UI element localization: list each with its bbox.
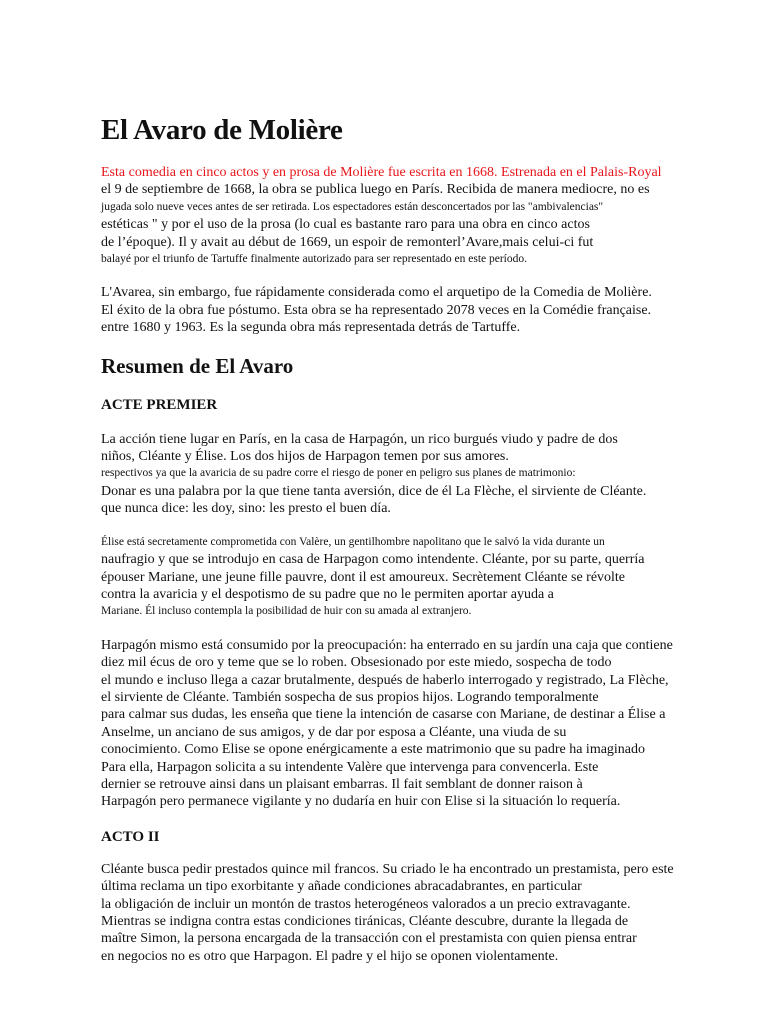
text-line: épouser Mariane, une jeune fille pauvre, dont il est amoureux. Secrètement Cléante se révolte xyxy=(101,569,626,585)
text-line: conocimiento. Como Elise se opone enérgicamente a este matrimonio que su padre ha imaginado xyxy=(101,742,646,758)
text-line: L'Avarea, sin embargo, fue rápidamente considerada como el arquetipo de la Comedia de Molière. xyxy=(101,285,652,301)
text-line: para calmar sus dudas, les enseña que tiene la intención de casarse con Mariane, de destinar a Élise a xyxy=(101,707,666,723)
text-line: jugada solo nueve veces antes de ser retirada. Los espectadores están desconcertados por las "ambivalencias" xyxy=(101,200,604,213)
act1-paragraph-2 xyxy=(101,534,721,621)
text-line: balayé por el triunfo de Tartuffe finalmente autorizado para ser representado en este período. xyxy=(101,253,527,266)
text-line: en negocios no es otro que Harpagon. El padre y el hijo se oponen violentamente. xyxy=(101,948,559,964)
text-line: dernier se retrouve ainsi dans un plaisant embarras. Il fait semblant de donner raison à xyxy=(101,776,583,792)
text-line: de l’époque). Il y avait au début de 1669, un espoir de remonterl’Avare,mais celui-ci fut xyxy=(101,234,594,250)
text-line: entre 1680 y 1963. Es la segunda obra más representada detrás de Tartuffe. xyxy=(101,320,521,336)
text-line: El éxito de la obra fue póstumo. Esta obra se ha representado 2078 veces en la Comédie française. xyxy=(101,302,652,318)
text-line: Cléante busca pedir prestados quince mil francos. Su criado le ha encontrado un prestamista, pero este xyxy=(101,861,674,877)
text-line: el sirviente de Cléante. También sospecha de sus propios hijos. Logrando temporalmente xyxy=(101,689,599,705)
text-line: Esta comedia en cinco actos y en prosa de Molière fue escrita en 1668. Estrenada en el Palais-Royal xyxy=(101,165,662,180)
document-page xyxy=(101,112,721,981)
text-line: niños, Cléante y Élise. Los dos hijos de Harpagon temen por sus amores. xyxy=(101,449,509,465)
intro-paragraph-1 xyxy=(101,164,721,268)
act1-paragraph-3 xyxy=(101,637,721,811)
text-line: última reclama un tipo exorbitante y añade condiciones abracadabrantes, en particular xyxy=(101,879,582,895)
summary-heading: Resumen de El Avaro xyxy=(101,353,294,378)
act1-heading: ACTE PREMIER xyxy=(101,396,218,413)
text-line: la obligación de incluir un montón de trastos heterogéneos valorados a un precio extravagante. xyxy=(101,896,631,912)
text-line: Harpagón mismo está consumido por la preocupación: ha enterrado en su jardín una caja que contiene xyxy=(101,637,673,653)
text-line: Mientras se indigna contra estas condiciones tiránicas, Cléante descubre, durante la llegada de xyxy=(101,914,629,929)
text-line: Harpagón pero permanece vigilante y no dudaría en huir con Elise si la situación lo requería. xyxy=(101,794,621,810)
act2-paragraph-1 xyxy=(101,861,721,965)
document-title: El Avaro de Molière xyxy=(101,114,343,146)
text-line: Mariane. Él incluso contempla la posibilidad de huir con su amada al extranjero. xyxy=(101,605,472,618)
text-line: La acción tiene lugar en París, en la casa de Harpagón, un rico burgués viudo y padre de dos xyxy=(101,431,618,447)
text-line: estéticas " y por el uso de la prosa (lo cual es bastante raro para una obra en cinco actos xyxy=(101,217,590,233)
text-line: que nunca dice: les doy, sino: les presto el buen día. xyxy=(101,501,391,517)
text-line: contra la avaricia y el despotismo de su padre que no le permiten aportar ayuda a xyxy=(101,586,554,602)
text-line: maître Simon, la persona encargada de la transacción con el prestamista con quien piensa entrar xyxy=(101,931,637,947)
act2-heading: ACTO II xyxy=(101,828,160,845)
act1-paragraph-1 xyxy=(101,431,721,518)
text-line: el 9 de septiembre de 1668, la obra se publica luego en París. Recibida de manera mediocre, no es xyxy=(101,182,650,198)
text-line: diez mil écus de oro y teme que se lo roben. Obsesionado por este miedo, sospecha de todo xyxy=(101,655,612,671)
intro-paragraph-2 xyxy=(101,284,721,336)
text-line: naufragio y que se introdujo en casa de Harpagon como intendente. Cléante, por su parte, querría xyxy=(101,552,645,568)
text-line: Donar es una palabra por la que tiene tanta aversión, dice de él La Flèche, el sirviente de Cléante. xyxy=(101,483,647,499)
text-line: Élise está secretamente comprometida con Valère, un gentilhombre napolitano que le salvó la vida durante un xyxy=(101,535,605,548)
text-line: el mundo e incluso llega a cazar brutalmente, después de haberlo interrogado y registrado, La Flèche, xyxy=(101,672,669,688)
text-line: respectivos ya que la avaricia de su padre corre el riesgo de poner en peligro sus planes de matrimonio: xyxy=(101,467,576,480)
text-line: Para ella, Harpagon solicita a su intendente Valère que intervenga para convencerla. Este xyxy=(101,759,599,775)
text-line: Anselme, un anciano de sus amigos, y de dar por esposa a Cléante, una viuda de su xyxy=(101,724,567,740)
